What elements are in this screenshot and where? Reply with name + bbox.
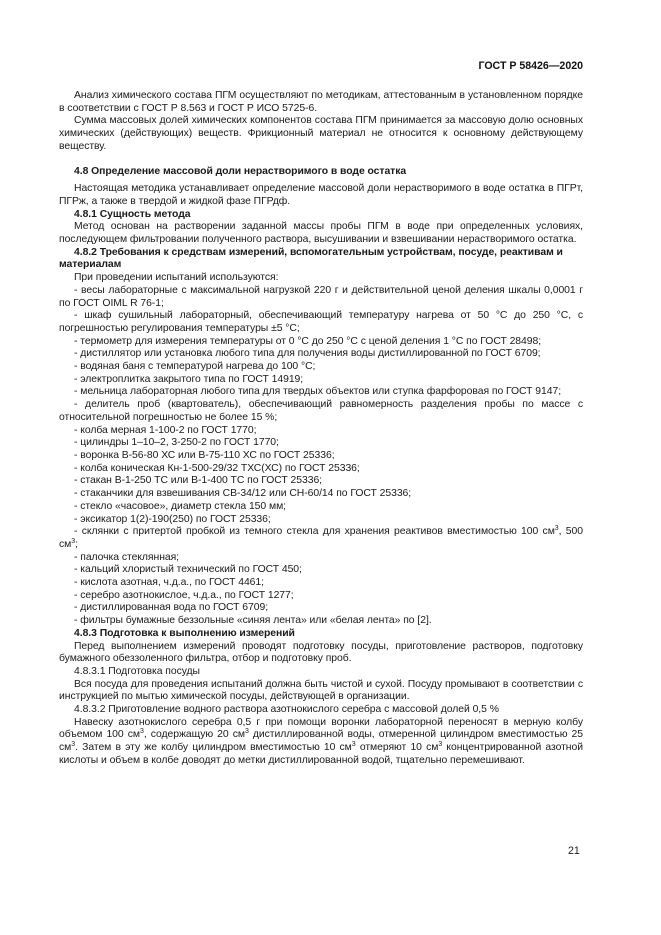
paragraph-analysis: Анализ химического состава ПГМ осуществляют по методикам, аттестованным в установленном порядке в соответствии с ГОСТ Р 8.563 и ГОСТ Р ИСО 5725-6.: [59, 90, 583, 114]
section-4-8-2-heading: 4.8.2 Требования к средствам измерений, вспомогательным устройствам, посуде, реактивам и материалам: [59, 246, 563, 271]
list-item: - стаканчики для взвешивания СВ-34/12 или СН-60/14 по ГОСТ 25336;: [74, 488, 412, 500]
list-item: - электроплитка закрытого типа по ГОСТ 14919;: [74, 373, 304, 385]
list-item-text: - склянки с притертой пробкой из темного стекла для хранения реактивов вместимостью 100 см: [74, 526, 555, 538]
section-4-8-3-heading: 4.8.3 Подготовка к выполнению измерений: [74, 627, 295, 639]
paragraph-silver-nitrate: [59, 717, 583, 768]
list-item: - цилиндры 1–10–2, 3-250-2 по ГОСТ 1770;: [74, 437, 279, 449]
section-4-8-heading: 4.8 Определение массовой доли нерастворимого в воде остатка: [74, 165, 407, 177]
text-run: отмеряют 10 см: [355, 742, 439, 754]
list-item: - воронка В-56-80 ХС или В-75-110 ХС по ГОСТ 25336;: [74, 449, 335, 461]
list-item: - фильтры бумажные беззольные «синяя лента» или «белая лента» по [2].: [74, 615, 432, 627]
list-item: - мельница лабораторная любого типа для твердых объектов или ступка фарфоровая по ГОСТ 9147;: [74, 386, 562, 398]
section-4-8-1-heading: 4.8.1 Сущность метода: [74, 208, 191, 220]
list-item: - дистиллированная вода по ГОСТ 6709;: [74, 602, 269, 614]
list-item: - кислота азотная, ч.д.а., по ГОСТ 4461;: [74, 577, 264, 589]
superscript: 3: [351, 741, 356, 749]
list-item: - шкаф сушильный лабораторный, обеспечивающий температуру нагрева от 50 °С до 250 °С, с погрешностью регулирования температуры ±5 °С;: [59, 310, 583, 334]
list-item: - эксикатор 1(2)-190(250) по ГОСТ 25336;: [74, 513, 271, 525]
list-item: - стекло «часовое», диаметр стекла 150 мм;: [74, 500, 286, 512]
text-run: дистиллированной воды, отмеренной цилиндром вместимостью 25 см: [59, 729, 583, 754]
paragraph-glassware: Вся посуда для проведения испытаний должна быть чистой и сухой. Посуду промывают в соответствии с инструкцией по мытью химической посуды, действующей в организации.: [59, 678, 583, 703]
text-run: концентрированной азотной кислоты и объем в колбе доводят до метки дистиллированной водой, тщательно перемешивают.: [59, 742, 583, 766]
standard-number: ГОСТ Р 58426—2020: [478, 60, 583, 72]
subsection-4-8-3-2: 4.8.3.2 Приготовление водного раствора азотнокислого серебра с массовой долей 0,5 %: [74, 704, 499, 716]
list-item: - стакан В-1-250 ТС или В-1-400 ТС по ГОСТ 25336;: [74, 475, 323, 487]
paragraph-method-scope: Настоящая методика устанавливает определение массовой доли нерастворимого в воде остатка в ПГРт, ПГРж, а также в твердой и жидкой фазе ПГРдф.: [59, 183, 583, 207]
text-run: , содержащую 20 см: [143, 729, 245, 741]
superscript: 3: [244, 728, 249, 736]
list-item: [59, 526, 583, 551]
list-item-text: , 500 см: [59, 526, 583, 550]
list-item: - колба мерная 1-100-2 по ГОСТ 1770;: [74, 424, 257, 436]
list-item: - дистиллятор или установка любого типа для получения воды дистиллированной по ГОСТ 6709;: [74, 348, 541, 360]
superscript: 3: [71, 741, 76, 749]
list-item: - весы лабораторные с максимальной нагрузкой 220 г и действительной ценой деления шкалы 0,0001 г по ГОСТ OIML R 76-1;: [59, 284, 583, 309]
page-number: 21: [568, 845, 580, 857]
list-item: - палочка стеклянная;: [74, 551, 180, 563]
equipment-list: [59, 285, 583, 628]
superscript: 3: [71, 537, 76, 545]
list-item: - колба коническая Кн-1-500-29/32 ТХС(ХС) по ГОСТ 25336;: [74, 462, 360, 474]
paragraph-sum: Сумма массовых долей химических компонентов состава ПГМ принимается за массовую долю основных химических (действующих) веществ. Фрикционный материал не относится к основному действующему веществу.: [59, 115, 583, 152]
list-item: - делитель проб (квартователь), обеспечивающий равномерность разделения пробы по массе с относительной погрешностью не более 15 %;: [59, 399, 583, 423]
text-run: . Затем в эту же колбу цилиндром вместимостью 10 см: [75, 742, 352, 754]
superscript: 3: [139, 728, 144, 736]
document-body: [59, 0, 583, 768]
subsection-4-8-3-1: 4.8.3.1 Подготовка посуды: [74, 665, 200, 677]
list-item: - термометр для измерения температуры от 0 °С до 250 °С с ценой деления 1 °С по ГОСТ 28498;: [74, 335, 542, 347]
list-item-text: ;: [75, 538, 78, 550]
list-item: - серебро азотнокислое, ч.д.а., по ГОСТ 1277;: [74, 589, 294, 601]
paragraph-preparation: Перед выполнением измерений проводят подготовку посуды, приготовление растворов, подготовку бумажного обеззоленного фильтра, отбор и подготовку проб.: [59, 640, 583, 665]
paragraph-used: При проведении испытаний используются:: [74, 272, 279, 284]
list-item: - водяная баня с температурой нагрева до 100 °С;: [74, 361, 316, 373]
text-run: Навеску азотнокислого серебра 0,5 г при помощи воронки лабораторной переносят в мерную колбу объемом 100 см: [59, 716, 583, 741]
superscript: 3: [554, 525, 559, 533]
superscript: 3: [438, 741, 443, 749]
paragraph-method-essence: Метод основан на растворении заданной массы пробы ПГМ в воде при определенных условиях, последующем фильтровании полученного раствора, высушивании и взвешивании нерастворимого остатка.: [59, 221, 583, 246]
list-item: - кальций хлористый технический по ГОСТ 450;: [74, 564, 302, 576]
